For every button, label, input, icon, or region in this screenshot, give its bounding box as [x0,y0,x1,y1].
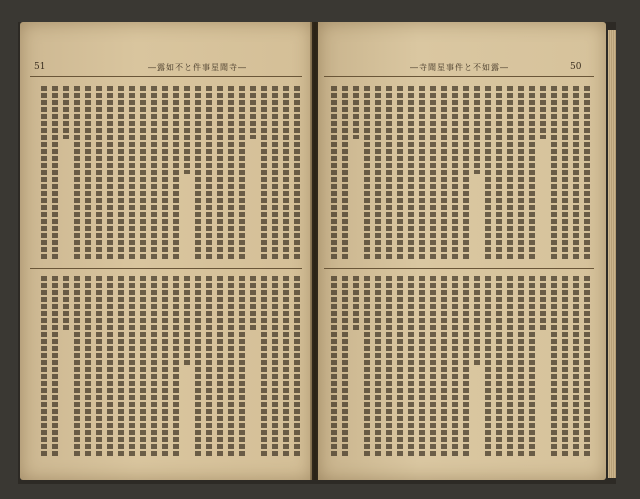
text-column [261,86,267,261]
text-column [463,276,469,456]
right-text-block-lower [326,276,592,456]
text-column [430,276,436,456]
text-column [41,276,47,456]
text-column [529,86,535,261]
text-column [173,276,179,456]
text-column [496,86,502,261]
text-column [107,276,113,456]
text-column [485,276,491,456]
text-column [118,86,124,261]
text-column [573,276,579,456]
text-column [474,276,480,366]
text-column [272,86,278,261]
text-column [452,276,458,456]
left-running-header: ―露如不と件事星聞寺― [148,63,247,72]
right-page-number: 50 [570,62,582,72]
text-column [107,86,113,261]
text-column [562,276,568,456]
text-column [294,276,300,456]
text-column [441,276,447,456]
text-column [507,86,513,261]
text-column [331,86,337,261]
open-book [18,22,616,484]
text-column [41,86,47,261]
text-column [217,86,223,261]
text-column [342,276,348,456]
text-column [584,86,590,261]
text-column [74,86,80,261]
text-column [228,86,234,261]
text-column [441,86,447,261]
text-column [74,276,80,456]
text-column [518,276,524,456]
text-column [386,276,392,456]
text-column [261,276,267,456]
right-section-rule [324,268,594,269]
text-column [419,86,425,261]
text-column [331,276,337,456]
text-column [173,86,179,261]
text-column [375,276,381,456]
text-column [118,276,124,456]
text-column [386,86,392,261]
text-column [397,86,403,261]
text-column [85,86,91,261]
text-column [96,276,102,456]
text-column [96,86,102,261]
text-column [540,86,546,139]
text-column [584,276,590,456]
text-column [294,86,300,261]
right-header-rule [324,76,594,77]
text-column [551,276,557,456]
text-column [162,86,168,261]
text-column [419,276,425,456]
text-column [272,276,278,456]
text-column [63,276,69,330]
text-column [408,86,414,261]
left-page [20,22,312,480]
page-edges [608,30,616,478]
right-text-block-upper [326,86,592,261]
text-column [485,86,491,261]
text-column [63,86,69,139]
text-column [217,276,223,456]
text-column [353,276,359,330]
text-column [397,276,403,456]
text-column [206,86,212,261]
text-column [430,86,436,261]
text-column [195,86,201,261]
text-column [140,86,146,261]
text-column [151,276,157,456]
left-section-rule [30,268,302,269]
text-column [52,276,58,456]
left-text-block-lower [32,276,302,456]
text-column [151,86,157,261]
text-column [375,86,381,261]
text-column [162,276,168,456]
text-column [364,86,370,261]
text-column [353,86,359,139]
text-column [283,276,289,456]
text-column [463,86,469,261]
text-column [85,276,91,456]
text-column [408,276,414,456]
text-column [239,86,245,261]
text-column [250,276,256,330]
text-column [540,276,546,330]
text-column [551,86,557,261]
text-column [507,276,513,456]
text-column [562,86,568,261]
text-column [474,86,480,174]
right-running-header: ―寺聞星事件と不如露― [410,63,509,72]
text-column [518,86,524,261]
right-page [318,22,606,480]
text-column [52,86,58,261]
text-column [496,276,502,456]
text-column [206,276,212,456]
text-column [184,86,190,174]
text-column [364,276,370,456]
text-column [452,86,458,261]
text-column [250,86,256,139]
text-column [283,86,289,261]
text-column [228,276,234,456]
left-header-rule [30,76,302,77]
text-column [184,276,190,366]
text-column [573,86,579,261]
left-page-number: 51 [34,62,46,72]
text-column [140,276,146,456]
left-text-block-upper [32,86,302,261]
text-column [195,276,201,456]
text-column [129,86,135,261]
text-column [239,276,245,456]
text-column [529,276,535,456]
text-column [129,276,135,456]
text-column [342,86,348,261]
